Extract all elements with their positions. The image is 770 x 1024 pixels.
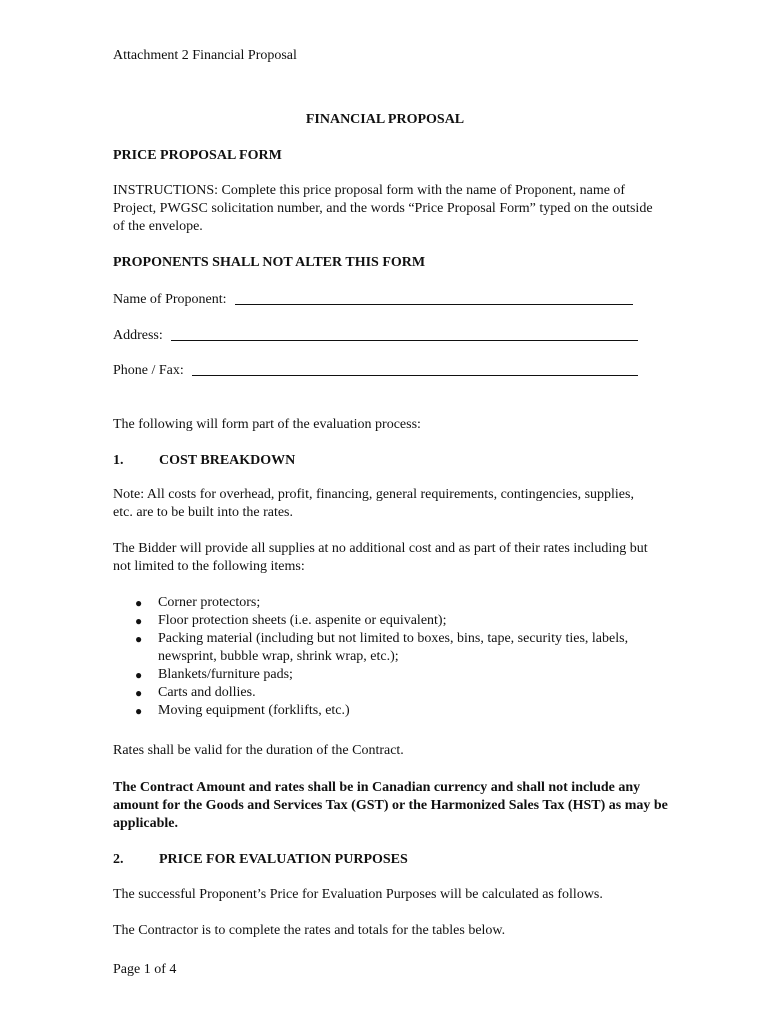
section-2-title: PRICE FOR EVALUATION PURPOSES bbox=[159, 852, 408, 867]
proponent-name-field[interactable] bbox=[235, 304, 633, 305]
list-item: ● Packing material (including but not limited to boxes, bins, tape, security ties, labels, newsprint, bubble wrap, shrink wrap, etc.); bbox=[135, 631, 629, 664]
document-title: FINANCIAL PROPOSAL bbox=[305, 112, 465, 127]
bidder-supplies-paragraph: The Bidder will provide all supplies at no additional cost and as part of their rates including but not limited to the following items: bbox=[113, 541, 648, 574]
cost-note: Note: All costs for overhead, profit, financing, general requirements, contingencies, supplies, etc. are to be built into the rates. bbox=[113, 487, 634, 520]
document-header: Attachment 2 Financial Proposal bbox=[113, 48, 297, 63]
rates-validity-text: Rates shall be valid for the duration of the Contract. bbox=[113, 743, 404, 758]
section-1-title: COST BREAKDOWN bbox=[159, 453, 296, 468]
form-heading: PRICE PROPOSAL FORM bbox=[113, 148, 282, 163]
instructions-paragraph: INSTRUCTIONS: Complete this price proposal form with the name of Proponent, name of Project, PWGSC solicitation number, and the words “Price Proposal Form” typed on the outside of the envelope. bbox=[113, 183, 653, 234]
address-label: Address: bbox=[113, 328, 163, 343]
list-item: ● Corner protectors; bbox=[135, 595, 261, 610]
do-not-alter-notice: PROPONENTS SHALL NOT ALTER THIS FORM bbox=[113, 255, 426, 270]
section-1-number: 1. bbox=[113, 453, 124, 468]
list-item: ● Floor protection sheets (i.e. aspenite or equivalent); bbox=[135, 613, 447, 628]
bullet-icon: ● bbox=[135, 704, 143, 718]
proponent-name-row bbox=[113, 289, 633, 309]
bullet-icon: ● bbox=[135, 614, 143, 628]
bullet-icon: ● bbox=[135, 686, 143, 700]
list-item: ● Carts and dollies. bbox=[135, 685, 256, 700]
currency-tax-notice: The Contract Amount and rates shall be in Canadian currency and shall not include any amount for the Goods and Services Tax (GST) or the Harmonized Sales Tax (HST) as may be applicable. bbox=[113, 780, 668, 831]
phone-fax-field[interactable] bbox=[192, 375, 638, 376]
section-2-number: 2. bbox=[113, 852, 124, 867]
list-item: ● Blankets/furniture pads; bbox=[135, 667, 293, 682]
supplies-list bbox=[113, 594, 653, 720]
evaluation-intro: The following will form part of the evaluation process: bbox=[113, 417, 421, 432]
phone-fax-label: Phone / Fax: bbox=[113, 363, 184, 378]
contractor-instructions-text: The Contractor is to complete the rates and totals for the tables below. bbox=[113, 923, 506, 938]
address-row bbox=[113, 325, 638, 345]
evaluation-calculation-text: The successful Proponent’s Price for Evaluation Purposes will be calculated as follows. bbox=[113, 887, 603, 902]
bullet-icon: ● bbox=[135, 668, 143, 682]
address-field[interactable] bbox=[171, 340, 638, 341]
bullet-icon: ● bbox=[135, 596, 143, 610]
page-number: Page 1 of 4 bbox=[113, 962, 177, 977]
phone-fax-row bbox=[113, 360, 638, 380]
bullet-icon: ● bbox=[135, 632, 143, 646]
list-item: ● Moving equipment (forklifts, etc.) bbox=[135, 703, 350, 718]
proponent-name-label: Name of Proponent: bbox=[113, 292, 227, 307]
